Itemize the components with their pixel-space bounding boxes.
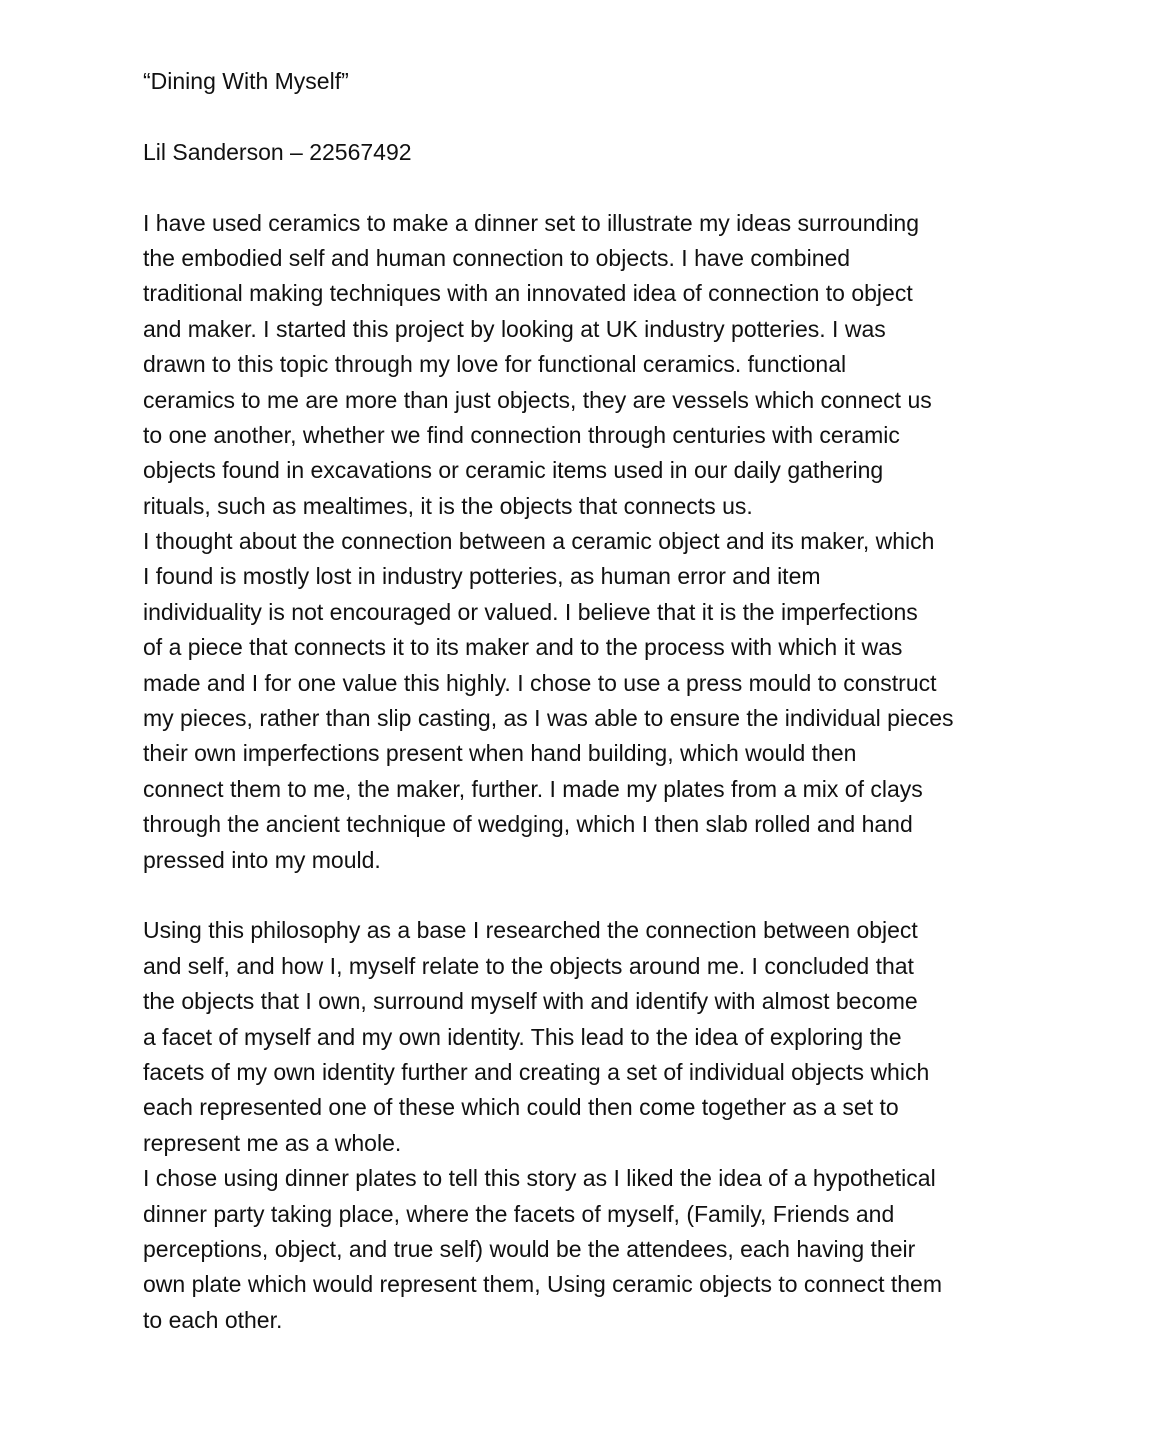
text-line: objects found in excavations or ceramic items used in our daily gathering: [143, 457, 884, 484]
text-line: connect them to me, the maker, further. I made my plates from a mix of clays: [143, 775, 923, 802]
text-line: and self, and how I, myself relate to the objects around me. I concluded that: [143, 952, 914, 979]
text-line: I have used ceramics to make a dinner set to illustrate my ideas surrounding: [143, 209, 919, 236]
text-line: to each other.: [143, 1306, 283, 1333]
text-line: made and I for one value this highly. I chose to use a press mould to construct: [143, 669, 937, 696]
text-line: individuality is not encouraged or valued. I believe that it is the imperfections: [143, 598, 918, 625]
text-line: the objects that I own, surround myself with and identify with almost become: [143, 988, 918, 1015]
paragraph-3: [143, 913, 1043, 1161]
text-line: rituals, such as mealtimes, it is the objects that connects us.: [143, 492, 753, 519]
text-line: of a piece that connects it to its maker and to the process with which it was: [143, 634, 903, 661]
paragraph-2: [143, 524, 1043, 878]
text-line: traditional making techniques with an innovated idea of connection to object: [143, 280, 913, 307]
text-line: I chose using dinner plates to tell this story as I liked the idea of a hypothetical: [143, 1165, 936, 1192]
text-line: my pieces, rather than slip casting, as I was able to ensure the individual pieces: [143, 705, 954, 732]
document-title: “Dining With Myself”: [143, 68, 349, 94]
text-line: represent me as a whole.: [143, 1129, 402, 1156]
text-line: pressed into my mould.: [143, 846, 381, 873]
paragraph-1: [143, 206, 1043, 525]
text-line: each represented one of these which could then come together as a set to: [143, 1094, 899, 1121]
text-line: I thought about the connection between a ceramic object and its maker, which: [143, 528, 935, 555]
text-line: drawn to this topic through my love for functional ceramics. functional: [143, 351, 847, 378]
document-body: [143, 64, 1043, 1338]
spacer: [143, 99, 1043, 134]
text-line: their own imperfections present when hand building, which would then: [143, 740, 857, 767]
spacer: [143, 170, 1043, 205]
text-line: to one another, whether we find connection through centuries with ceramic: [143, 421, 900, 448]
text-line: I found is mostly lost in industry potteries, as human error and item: [143, 563, 821, 590]
text-line: the embodied self and human connection to objects. I have combined: [143, 244, 851, 271]
spacer: [143, 878, 1043, 913]
text-line: a facet of myself and my own identity. This lead to the idea of exploring the: [143, 1023, 902, 1050]
author-line: Lil Sanderson – 22567492: [143, 138, 412, 165]
text-line: Using this philosophy as a base I researched the connection between object: [143, 917, 918, 944]
text-line: through the ancient technique of wedging, which I then slab rolled and hand: [143, 811, 913, 838]
text-line: and maker. I started this project by looking at UK industry potteries. I was: [143, 315, 886, 342]
text-line: ceramics to me are more than just objects, they are vessels which connect us: [143, 386, 932, 413]
text-line: own plate which would represent them, Using ceramic objects to connect them: [143, 1271, 943, 1298]
paragraph-4: [143, 1161, 1043, 1338]
text-line: facets of my own identity further and creating a set of individual objects which: [143, 1058, 930, 1085]
text-line: dinner party taking place, where the facets of myself, (Family, Friends and: [143, 1200, 895, 1227]
text-line: perceptions, object, and true self) would be the attendees, each having their: [143, 1235, 916, 1262]
